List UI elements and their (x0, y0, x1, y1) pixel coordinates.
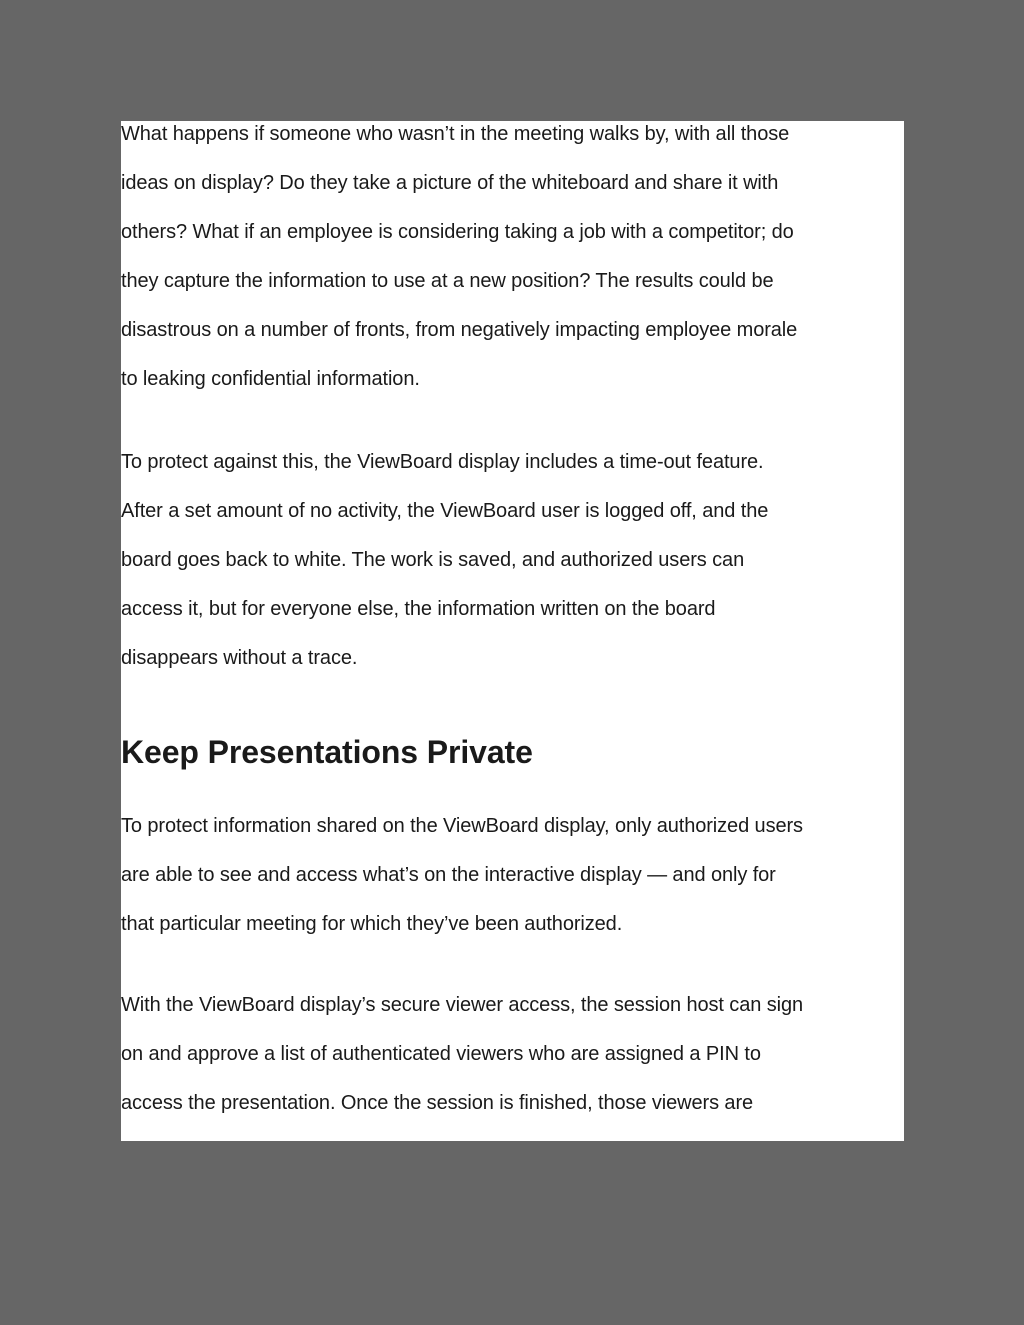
text-line: To protect against this, the ViewBoard display includes a time-out feature. (121, 451, 764, 473)
text-line: What happens if someone who wasn’t in the meeting walks by, with all those (121, 123, 790, 145)
text-line: access the presentation. Once the session is finished, those viewers are (121, 1092, 754, 1114)
text-line: With the ViewBoard display’s secure viewer access, the session host can sign (121, 994, 804, 1016)
text-line: access it, but for everyone else, the information written on the board (121, 598, 716, 620)
text-line: they capture the information to use at a new position? The results could be (121, 270, 774, 292)
paragraph-whiteboard-risk (121, 121, 797, 404)
document-page (121, 121, 904, 1141)
text-line: others? What if an employee is considering taking a job with a competitor; do (121, 221, 794, 243)
text-line: are able to see and access what’s on the interactive display — and only for (121, 864, 776, 886)
text-line: disastrous on a number of fronts, from negatively impacting employee morale (121, 319, 798, 341)
paragraph-secure-viewer-access (121, 981, 803, 1128)
text-line: on and approve a list of authenticated viewers who are assigned a PIN to (121, 1043, 761, 1065)
text-line: After a set amount of no activity, the ViewBoard user is logged off, and the (121, 500, 769, 522)
text-line: ideas on display? Do they take a picture of the whiteboard and share it with (121, 172, 779, 194)
section-heading: Keep Presentations Private (121, 734, 533, 770)
text-line: disappears without a trace. (121, 647, 358, 669)
text-line: that particular meeting for which they’ve been authorized. (121, 913, 623, 935)
text-line: To protect information shared on the ViewBoard display, only authorized users (121, 815, 803, 837)
paragraph-authorized-users (121, 802, 803, 949)
paragraph-time-out-feature (121, 438, 768, 683)
text-line: board goes back to white. The work is saved, and authorized users can (121, 549, 745, 571)
text-line: to leaking confidential information. (121, 368, 420, 390)
